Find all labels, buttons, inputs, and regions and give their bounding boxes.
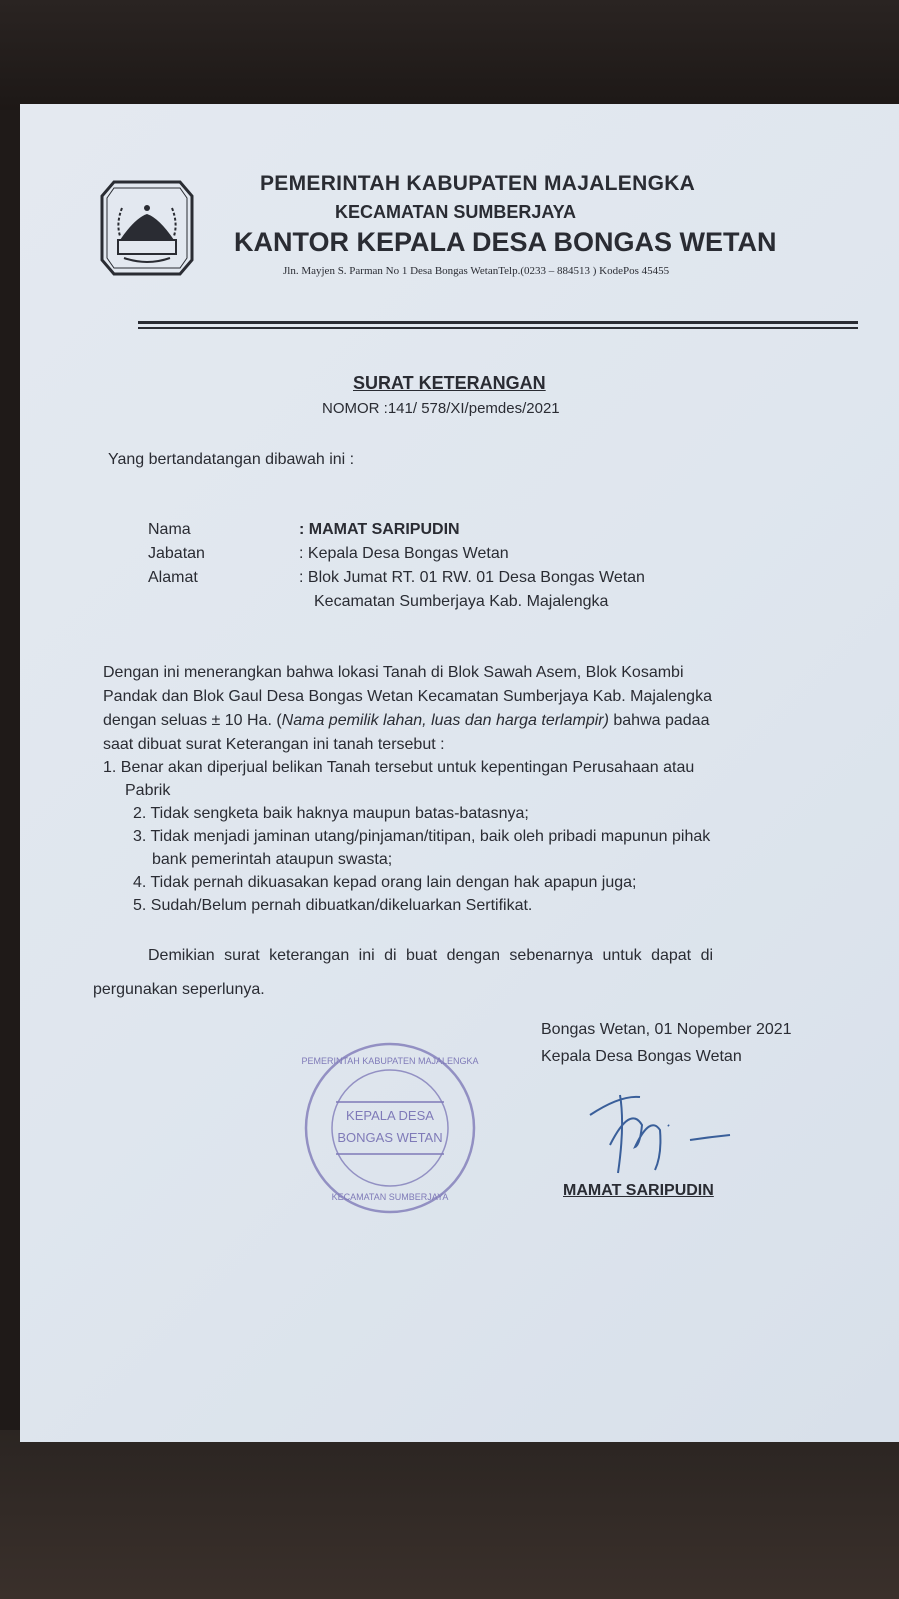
body-line: Dengan ini menerangkan bahwa lokasi Tanah di Blok Sawah Asem, Blok Kosambi xyxy=(103,664,684,681)
list-item: 1. Benar akan diperjual belikan Tanah tersebut untuk kepentingan Perusahaan atau xyxy=(103,759,695,776)
stamp-outer-bottom-text: KECAMATAN SUMBERJAYA xyxy=(331,1192,449,1202)
background-top xyxy=(0,0,899,110)
closing-line: pergunakan seperlunya. xyxy=(93,981,265,998)
letterhead-office: KANTOR KEPALA DESA BONGAS WETAN xyxy=(234,227,777,257)
identity-label: Jabatan xyxy=(148,545,205,562)
signature-place-date: Bongas Wetan, 01 Nopember 2021 xyxy=(541,1021,792,1038)
list-item: 3. Tidak menjadi jaminan utang/pinjaman/titipan, baik oleh pribadi mapunun pihak xyxy=(133,828,711,845)
identity-value: : Blok Jumat RT. 01 RW. 01 Desa Bongas Wetan xyxy=(299,569,645,586)
identity-value-cont: Kecamatan Sumberjaya Kab. Majalengka xyxy=(314,593,609,610)
list-item: 5. Sudah/Belum pernah dibuatkan/dikeluarkan Sertifikat. xyxy=(133,897,533,914)
list-item-cont: bank pemerintah ataupun swasta; xyxy=(152,851,393,868)
identity-label: Nama xyxy=(148,521,191,538)
closing-line: Demikian surat keterangan ini di buat dengan sebenarnya untuk dapat di xyxy=(148,947,714,964)
letterhead-district: KECAMATAN SUMBERJAYA xyxy=(335,202,577,222)
letterhead-address: Jln. Mayjen S. Parman No 1 Desa Bongas WetanTelp.(0233 – 884513 ) KodePos 45455 xyxy=(283,265,670,277)
official-stamp xyxy=(300,1040,480,1215)
handwritten-signature xyxy=(580,1085,740,1175)
body-italic: Nama pemilik lahan, luas dan harga terlampir) xyxy=(281,712,609,729)
stamp-inner-text: KEPALA DESA xyxy=(346,1108,434,1123)
signature-position: Kepala Desa Bongas Wetan xyxy=(541,1048,742,1065)
body-text: dengan seluas ± 10 Ha. ( xyxy=(103,712,282,729)
regency-emblem-icon xyxy=(100,178,194,278)
list-item-cont: Pabrik xyxy=(125,782,171,799)
body-line: Pandak dan Blok Gaul Desa Bongas Wetan Kecamatan Sumberjaya Kab. Majalengka xyxy=(103,688,712,705)
stamp-inner-text: BONGAS WETAN xyxy=(337,1130,443,1145)
body-line: saat dibuat surat Keterangan ini tanah tersebut : xyxy=(103,736,445,753)
body-text: bahwa padaa xyxy=(608,712,710,729)
background-bottom xyxy=(0,1430,899,1599)
letterhead-divider-thin xyxy=(138,327,858,329)
identity-label: Alamat xyxy=(148,569,198,586)
body-line xyxy=(103,712,709,730)
list-item: 2. Tidak sengketa baik haknya maupun batas-batasnya; xyxy=(133,805,529,822)
document-number: NOMOR :141/ 578/XI/pemdes/2021 xyxy=(322,400,560,417)
letterhead-divider xyxy=(138,321,858,324)
letterhead-government: PEMERINTAH KABUPATEN MAJALENGKA xyxy=(260,172,696,195)
intro-text: Yang bertandatangan dibawah ini : xyxy=(108,451,355,468)
identity-value: : MAMAT SARIPUDIN xyxy=(299,521,460,538)
list-item: 4. Tidak pernah dikuasakan kepad orang lain dengan hak apapun juga; xyxy=(133,874,637,891)
signatory-name: MAMAT SARIPUDIN xyxy=(563,1182,714,1199)
stamp-outer-text: PEMERINTAH KABUPATEN MAJALENGKA xyxy=(301,1056,479,1066)
identity-value: : Kepala Desa Bongas Wetan xyxy=(299,545,509,562)
document-title: SURAT KETERANGAN xyxy=(353,373,546,393)
